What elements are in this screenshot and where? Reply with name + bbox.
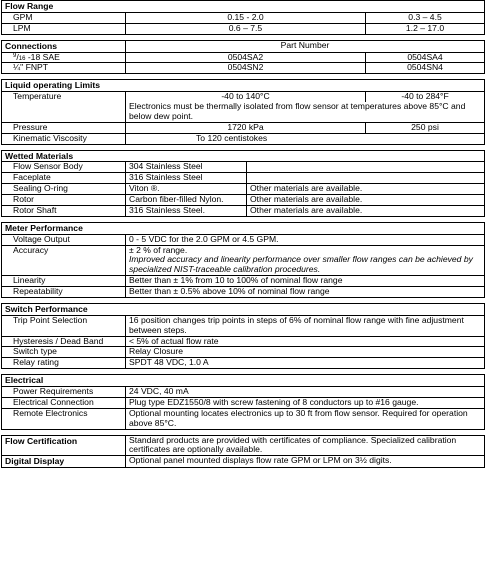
fnpt-label: ¼" FNPT bbox=[2, 63, 126, 74]
lpm-range-a: 0.6 – 7.5 bbox=[126, 23, 366, 34]
digital-display-label: Digital Display bbox=[2, 456, 126, 468]
accuracy-note: Improved accuracy and linearity performance over smaller flow ranges can be achieved by specialized NIST-traceable calibration procedures. bbox=[129, 254, 473, 275]
repeatability-value: Better than ± 0.5% above 10% of nominal flow range bbox=[126, 287, 485, 298]
sae-fraction-den: 16 bbox=[18, 55, 26, 62]
flow-certification-value: Standard products are provided with certificates of compliance. Specialized calibration certificates are optionally available. bbox=[126, 435, 485, 456]
meter-performance-header: Meter Performance bbox=[2, 222, 485, 234]
wetted-note bbox=[247, 173, 485, 184]
power-label: Power Requirements bbox=[2, 387, 126, 398]
lpm-range-b: 1.2 – 17.0 bbox=[366, 23, 485, 34]
switch-type-label: Switch type bbox=[2, 347, 126, 358]
wetted-label: Rotor bbox=[2, 195, 126, 206]
remote-electronics-label: Remote Electronics bbox=[2, 408, 126, 429]
linearity-value: Better than ± 1% from 10 to 100% of nominal flow range bbox=[126, 276, 485, 287]
trip-point-value: 16 position changes trip points in steps of 6% of nominal flow range with fine adjustment between steps. bbox=[126, 315, 485, 336]
gpm-label: GPM bbox=[2, 12, 126, 23]
sae-label: $^9$/16 -18 SAE bbox=[2, 52, 126, 63]
electrical-connection-label: Electrical Connection bbox=[2, 397, 126, 408]
digital-display-value: Optional panel mounted displays flow rate GPM or LPM on 3½ digits. bbox=[126, 456, 485, 468]
repeatability-label: Repeatability bbox=[2, 287, 126, 298]
fnpt-part-a: 0504SN2 bbox=[126, 63, 366, 74]
spec-sheet bbox=[1, 0, 484, 468]
flow-range-header: Flow Range bbox=[2, 1, 485, 13]
wetted-value: Carbon fiber-filled Nylon. bbox=[126, 195, 247, 206]
wetted-label: Flow Sensor Body bbox=[2, 162, 126, 173]
sae-thread: -18 SAE bbox=[27, 52, 60, 62]
wetted-materials-header: Wetted Materials bbox=[2, 150, 485, 162]
gpm-range-a: 0.15 - 2.0 bbox=[126, 12, 366, 23]
viscosity-label: Kinematic Viscosity bbox=[2, 133, 126, 144]
wetted-label: Sealing O-ring bbox=[2, 184, 126, 195]
flow-certification-label: Flow Certification bbox=[2, 435, 126, 456]
liquid-limits-header: Liquid operating Limits bbox=[2, 80, 485, 92]
hysteresis-label: Hysteresis / Dead Band bbox=[2, 336, 126, 347]
gpm-range-b: 0.3 – 4.5 bbox=[366, 12, 485, 23]
sae-part-a: 0504SA2 bbox=[126, 52, 366, 63]
wetted-label: Rotor Shaft bbox=[2, 205, 126, 216]
pressure-psi: 250 psi bbox=[366, 122, 485, 133]
wetted-label: Faceplate bbox=[2, 173, 126, 184]
wetted-note bbox=[247, 162, 485, 173]
spec-table bbox=[1, 0, 485, 468]
wetted-note: Other materials are available. bbox=[247, 205, 485, 216]
switch-type-value: Relay Closure bbox=[126, 347, 485, 358]
power-value: 24 VDC, 40 mA bbox=[126, 387, 485, 398]
wetted-note: Other materials are available. bbox=[247, 184, 485, 195]
temperature-fahrenheit: -40 to 284°F bbox=[366, 92, 485, 102]
sae-part-b: 0504SA4 bbox=[366, 52, 485, 63]
sae-fraction-num: 9 bbox=[13, 52, 17, 59]
temperature-celsius: -40 to 140°C bbox=[126, 92, 366, 102]
relay-rating-value: SPDT 48 VDC, 1.0 A bbox=[126, 358, 485, 369]
temperature-note: Electronics must be thermally isolated from flow sensor at temperatures above 85°C and below dew point. bbox=[126, 102, 485, 122]
wetted-value: Viton ®. bbox=[126, 184, 247, 195]
lpm-label: LPM bbox=[2, 23, 126, 34]
temperature-label: Temperature bbox=[2, 92, 126, 123]
pressure-kpa: 1720 kPa bbox=[126, 122, 366, 133]
wetted-value: 316 Stainless Steel. bbox=[126, 205, 247, 216]
pressure-label: Pressure bbox=[2, 122, 126, 133]
accuracy-label: Accuracy bbox=[2, 245, 126, 276]
voltage-output-label: Voltage Output bbox=[2, 234, 126, 245]
accuracy-cell bbox=[126, 245, 485, 276]
trip-point-label: Trip Point Selection bbox=[2, 315, 126, 336]
wetted-note: Other materials are available. bbox=[247, 195, 485, 206]
switch-performance-header: Switch Performance bbox=[2, 303, 485, 315]
part-number-header: Part Number bbox=[126, 40, 485, 52]
electrical-connection-value: Plug type EDZ1550/8 with screw fastening of 8 conductors up to #16 gauge. bbox=[126, 397, 485, 408]
accuracy-value: ± 2 % of range. bbox=[129, 245, 188, 255]
connections-header: Connections bbox=[2, 40, 126, 52]
linearity-label: Linearity bbox=[2, 276, 126, 287]
viscosity-value: To 120 centistokes bbox=[126, 133, 485, 144]
voltage-output-value: 0 - 5 VDC for the 2.0 GPM or 4.5 GPM. bbox=[126, 234, 485, 245]
electrical-header: Electrical bbox=[2, 375, 485, 387]
wetted-value: 304 Stainless Steel bbox=[126, 162, 247, 173]
wetted-value: 316 Stainless Steel bbox=[126, 173, 247, 184]
hysteresis-value: < 5% of actual flow rate bbox=[126, 336, 485, 347]
relay-rating-label: Relay rating bbox=[2, 358, 126, 369]
fnpt-part-b: 0504SN4 bbox=[366, 63, 485, 74]
remote-electronics-value: Optional mounting locates electronics up to 30 ft from flow sensor. Required for operation above 85°C. bbox=[126, 408, 485, 429]
